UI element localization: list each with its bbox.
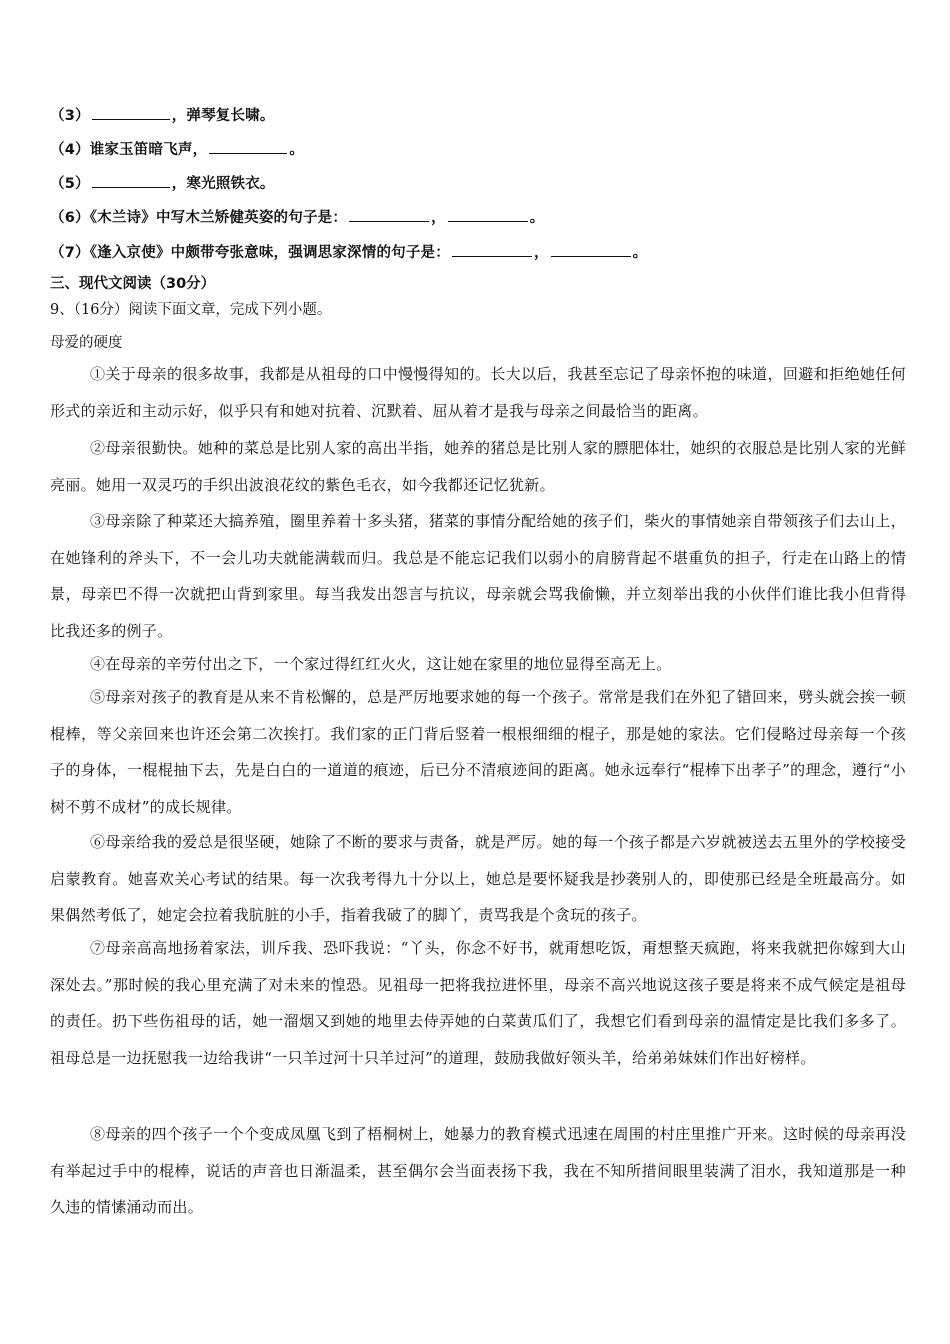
- article-paragraph-7: ⑦母亲高高地扬着家法，训斥我、恐吓我说：“丫头，你念不好书，就甭想吃饭，甭想整天疯跑，将来我就把你嫁到大山深处去。”那时候的我心里充满了对未来的惶恐。见祖母一把将我拉进怀里，母亲不高兴地说这孩子要是将来不成气候定是祖母的责任。扔下些伤祖母的话，她一溜烟又到她的地里去侍弄她的白菜黄瓜们了，我想它们看到母亲的温情定是比我们多多了。祖母总是一边抚慰我一边给我讲“一只羊过河十只羊过河”的道理，鼓励我做好领头羊，给弟弟妹妹们作出好榜样。: [50, 939, 906, 1067]
- fill-in-question-4: [50, 138, 304, 159]
- question-separator: ，: [533, 245, 549, 261]
- fill-in-question-5: [50, 172, 275, 193]
- article-paragraph-3: ③母亲除了种菜还大搞养殖，圈里养着十多头猪，猪菜的事情分配给她的孩子们，柴火的事情她亲自带领孩子们去山上，在她锋利的斧头下，不一会儿功夫就能满载而归。我总是不能忘记我们以弱小的肩膀背起不堪重负的担子，行走在山路上的情景，母亲巴不得一次就把山背到家里。每当我发出怨言与抗议，母亲就会骂我偷懒，并立刻举出我的小伙伴们谁比我小但背得比我还多的例子。: [50, 512, 906, 640]
- answer-blank-1[interactable]: [349, 220, 429, 222]
- article-paragraph-5: ⑤母亲对孩子的教育是从来不肯松懈的，总是严厉地要求她的每一个孩子。常常是我们在外犯了错回来，劈头就会挨一顿棍棒，等父亲回来也许还会第二次挨打。我们家的正门背后竖着一根根细细的棍子，那是她的家法。它们侵略过母亲每一个孩子的身体，一棍棍抽下去，先是白白的一道道的痕迹，后已分不清痕迹间的距离。她永远奉行“棍棒下出孝子”的理念，遵行“小树不剪不成材”的成长规律。: [50, 688, 906, 816]
- fill-in-question-3: [50, 104, 275, 125]
- article-paragraph-8: ⑧母亲的四个孩子一个个变成凤凰飞到了梧桐树上，她暴力的教育模式迅速在周围的村庄里推广开来。这时候的母亲再没有举起过手中的棍棒，说话的声音也日渐温柔，甚至偶尔会当面表扬下我，我在不知所措间眼里装满了泪水，我知道那是一种久违的情愫涌动而出。: [50, 1125, 906, 1217]
- answer-blank[interactable]: [92, 118, 170, 120]
- question-text-end: 。: [529, 210, 545, 226]
- fill-in-question-6: [50, 206, 544, 227]
- article-paragraph-4: ④在母亲的辛劳付出之下，一个家过得红红火火，这让她在家里的地位显得至高无上。: [90, 655, 672, 673]
- question-number: （3）: [50, 108, 90, 124]
- question-number: （5）: [50, 176, 90, 192]
- answer-blank[interactable]: [209, 152, 287, 154]
- question-text: 《木兰诗》中写木兰矫健英姿的句子是：: [89, 210, 348, 226]
- article-paragraph-6: ⑥母亲给我的爱总是很坚硬，她除了不断的要求与责备，就是严厉。她的每一个孩子都是六岁就被送去五里外的学校接受启蒙教育。她喜欢关心考试的结果。每一次我考得九十分以上，她总是要怀疑我是抄袭别人的，即使那已经是全班最高分。如果偶然考低了，她定会拉着我肮脏的小手，指着我破了的脚丫，责骂我是个贪玩的孩子。: [50, 833, 906, 925]
- question-number: （4）: [50, 142, 90, 158]
- answer-blank-2[interactable]: [551, 255, 631, 257]
- answer-blank-2[interactable]: [448, 220, 528, 222]
- question-text: 谁家玉笛暗飞声，: [89, 142, 208, 158]
- question-text: ，寒光照铁衣。: [171, 176, 275, 192]
- question-number: （7）: [50, 245, 90, 261]
- answer-blank-1[interactable]: [452, 255, 532, 257]
- fill-in-question-7: [50, 241, 647, 262]
- question-text-end: 。: [632, 245, 648, 261]
- article-paragraph-1: ①关于母亲的很多故事，我都是从祖母的口中慢慢得知的。长大以后，我甚至忘记了母亲怀抱的味道，回避和拒绝她任何形式的亲近和主动示好，似乎只有和她对抗着、沉默着、屈从着才是我与母亲之间最恰当的距离。: [50, 365, 906, 420]
- question-text: 《逢入京使》中颇带夸张意味，强调思家深情的句子是：: [89, 245, 450, 261]
- question-text: ，弹琴复长啸。: [171, 108, 275, 124]
- article-title: 母爱的硬度: [50, 335, 123, 351]
- article-paragraph-2: ②母亲很勤快。她种的菜总是比别人家的高出半指，她养的猪总是比别人家的膘肥体壮，她织的衣服总是比别人家的光鲜亮丽。她用一双灵巧的手织出波浪花纹的紫色毛衣，如今我都还记忆犹新。: [50, 439, 906, 494]
- answer-blank[interactable]: [92, 186, 170, 188]
- section-title: 三、现代文阅读（30分）: [50, 276, 216, 292]
- question-text-end: 。: [289, 142, 305, 158]
- question-number: （6）: [50, 210, 90, 226]
- question-intro: 9、（16分）阅读下面文章，完成下列小题。: [50, 302, 332, 318]
- question-separator: ，: [431, 210, 446, 226]
